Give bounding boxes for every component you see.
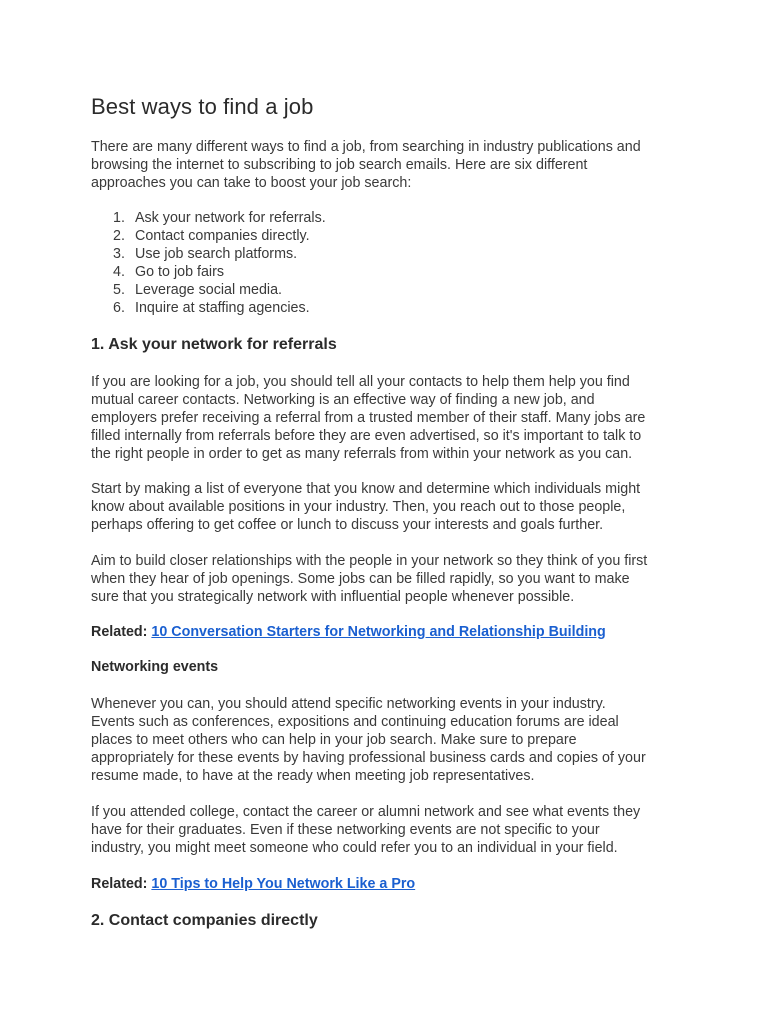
related-link-line: [91, 875, 415, 893]
list-item: 3. Use job search platforms.: [113, 246, 298, 262]
section-heading: 2. Contact companies directly: [91, 912, 318, 929]
intro-line: approaches you can take to boost your job search:: [91, 175, 412, 191]
related-article-link[interactable]: 10 Tips to Help You Network Like a Pro: [151, 876, 416, 892]
list-item: 5. Leverage social media.: [113, 282, 283, 298]
approaches-list: [91, 209, 326, 317]
intro-line: browsing the internet to subscribing to job search emails. Here are six different: [91, 157, 588, 173]
related-article-link[interactable]: 10 Conversation Starters for Networking and Relationship Building: [151, 624, 606, 640]
section-paragraph: Start by making a list of everyone that you know and determine which individuals might know about available positions in your industry. Then, you reach out to those people, perhaps offering to get coffee or lunch to discuss your interests and goals further.: [91, 481, 641, 533]
related-label: Related:: [91, 876, 148, 892]
section-heading: 1. Ask your network for referrals: [91, 336, 337, 353]
list-item: 4. Go to job fairs: [113, 264, 224, 280]
list-item: 6. Inquire at staffing agencies.: [113, 300, 310, 316]
list-item: 1. Ask your network for referrals.: [113, 210, 326, 226]
section-paragraph: Whenever you can, you should attend specific networking events in your industry. Events such as conferences, expositions and continuing education forums are ideal places to meet others who can help in your job search. Make sure to prepare appropriately for these events by having professional business cards and copies of your resume made, to have at the ready when meeting job representatives.: [91, 696, 646, 784]
related-link-line: [91, 623, 606, 641]
subsection-heading: Networking events: [91, 659, 219, 675]
list-item: 2. Contact companies directly.: [113, 228, 310, 244]
page-title: Best ways to find a job: [91, 94, 314, 119]
section-paragraph: Aim to build closer relationships with the people in your network so they think of you first when they hear of job openings. Some jobs can be filled rapidly, so you want to make sure that you strategically network with influential people whenever possible.: [91, 553, 648, 605]
section-paragraph: If you attended college, contact the career or alumni network and see what events they have for their graduates. Even if these networking events are not specific to your industry, you might meet someone who could refer you to an individual in your field.: [91, 804, 641, 856]
section-paragraph: If you are looking for a job, you should tell all your contacts to help them help you find mutual career contacts. Networking is an effective way of finding a new job, and employers prefer receiving a referral from a trusted member of their staff. Many jobs are filled internally from referrals before they are even advertised, so it's important to talk to the right people in order to get as many referrals from within your network as you can.: [91, 374, 646, 462]
intro-paragraph: [91, 138, 691, 192]
related-label: Related:: [91, 624, 148, 640]
intro-line: There are many different ways to find a job, from searching in industry publications and: [91, 139, 641, 155]
